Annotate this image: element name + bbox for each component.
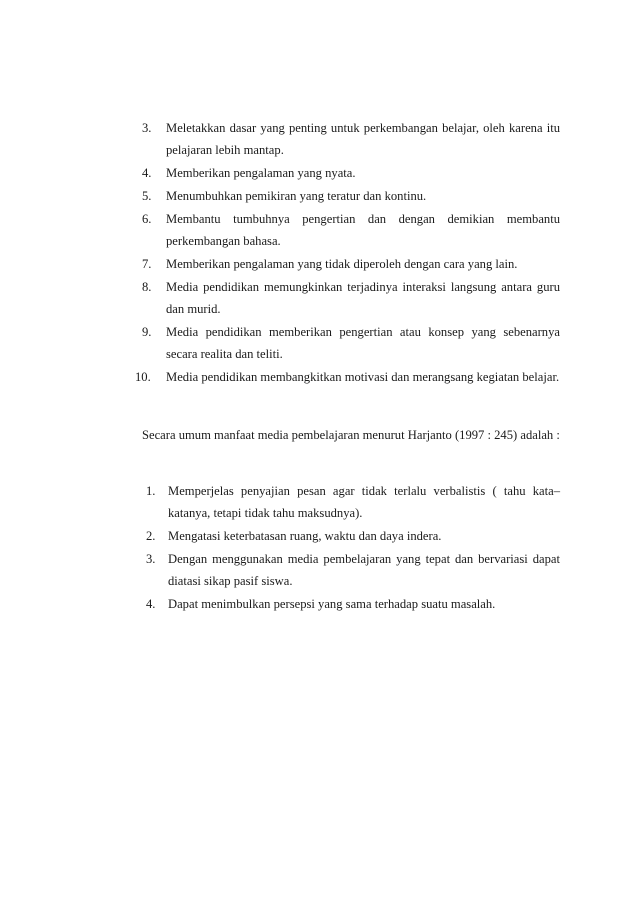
list-item bbox=[120, 253, 560, 275]
list-item-number: 3. bbox=[146, 552, 156, 566]
list-item bbox=[120, 593, 560, 615]
list-item-number: 8. bbox=[142, 280, 152, 294]
list-item bbox=[120, 117, 560, 161]
list-item-text: Memperjelas penyajian pesan agar tidak terlalu verbalistis ( tahu kata–katanya, tetapi tidak tahu maksudnya). bbox=[168, 484, 560, 520]
list-item-number: 4. bbox=[146, 597, 156, 611]
list-item bbox=[120, 162, 560, 184]
list-item bbox=[120, 480, 560, 524]
list-item bbox=[120, 276, 560, 320]
list-item-number: 9. bbox=[142, 325, 152, 339]
list-item-number: 3. bbox=[142, 121, 152, 135]
list-item-text: Media pendidikan memberikan pengertian atau konsep yang sebenarnya secara realita dan teliti. bbox=[166, 325, 560, 361]
list-item-text: Memberikan pengalaman yang tidak diperoleh dengan cara yang lain. bbox=[166, 257, 518, 271]
list-item-number: 10. bbox=[135, 370, 151, 384]
list-item-text: Dengan menggunakan media pembelajaran yang tepat dan bervariasi dapat diatasi sikap pasif siswa. bbox=[168, 552, 560, 588]
list-item bbox=[120, 208, 560, 252]
list-item-text: Membantu tumbuhnya pengertian dan dengan demikian membantu perkembangan bahasa. bbox=[166, 212, 560, 248]
list-item bbox=[120, 321, 560, 365]
list-item-text: Meletakkan dasar yang penting untuk perkembangan belajar, oleh karena itu pelajaran lebih mantap. bbox=[166, 121, 560, 157]
list-item-number: 4. bbox=[142, 166, 152, 180]
body-paragraph: Secara umum manfaat media pembelajaran menurut Harjanto (1997 : 245) adalah : bbox=[142, 428, 560, 442]
list-item-text: Media pendidikan memungkinkan terjadinya interaksi langsung antara guru dan murid. bbox=[166, 280, 560, 316]
list-item-text: Memberikan pengalaman yang nyata. bbox=[166, 166, 356, 180]
list-item-number: 1. bbox=[146, 484, 156, 498]
list-item bbox=[120, 366, 560, 388]
list-item bbox=[120, 185, 560, 207]
harjanto-benefits-list bbox=[120, 480, 560, 615]
list-item-number: 2. bbox=[146, 529, 156, 543]
list-item-text: Menumbuhkan pemikiran yang teratur dan kontinu. bbox=[166, 189, 427, 203]
list-item-text: Mengatasi keterbatasan ruang, waktu dan daya indera. bbox=[168, 529, 442, 543]
list-item-number: 6. bbox=[142, 212, 152, 226]
list-item-number: 5. bbox=[142, 189, 152, 203]
list-item bbox=[120, 525, 560, 547]
list-item bbox=[120, 548, 560, 592]
list-item-text: Media pendidikan membangkitkan motivasi dan merangsang kegiatan belajar. bbox=[166, 370, 560, 384]
benefits-list-continued bbox=[120, 117, 560, 388]
list-item-number: 7. bbox=[142, 257, 152, 271]
list-item-text: Dapat menimbulkan persepsi yang sama terhadap suatu masalah. bbox=[168, 597, 496, 611]
